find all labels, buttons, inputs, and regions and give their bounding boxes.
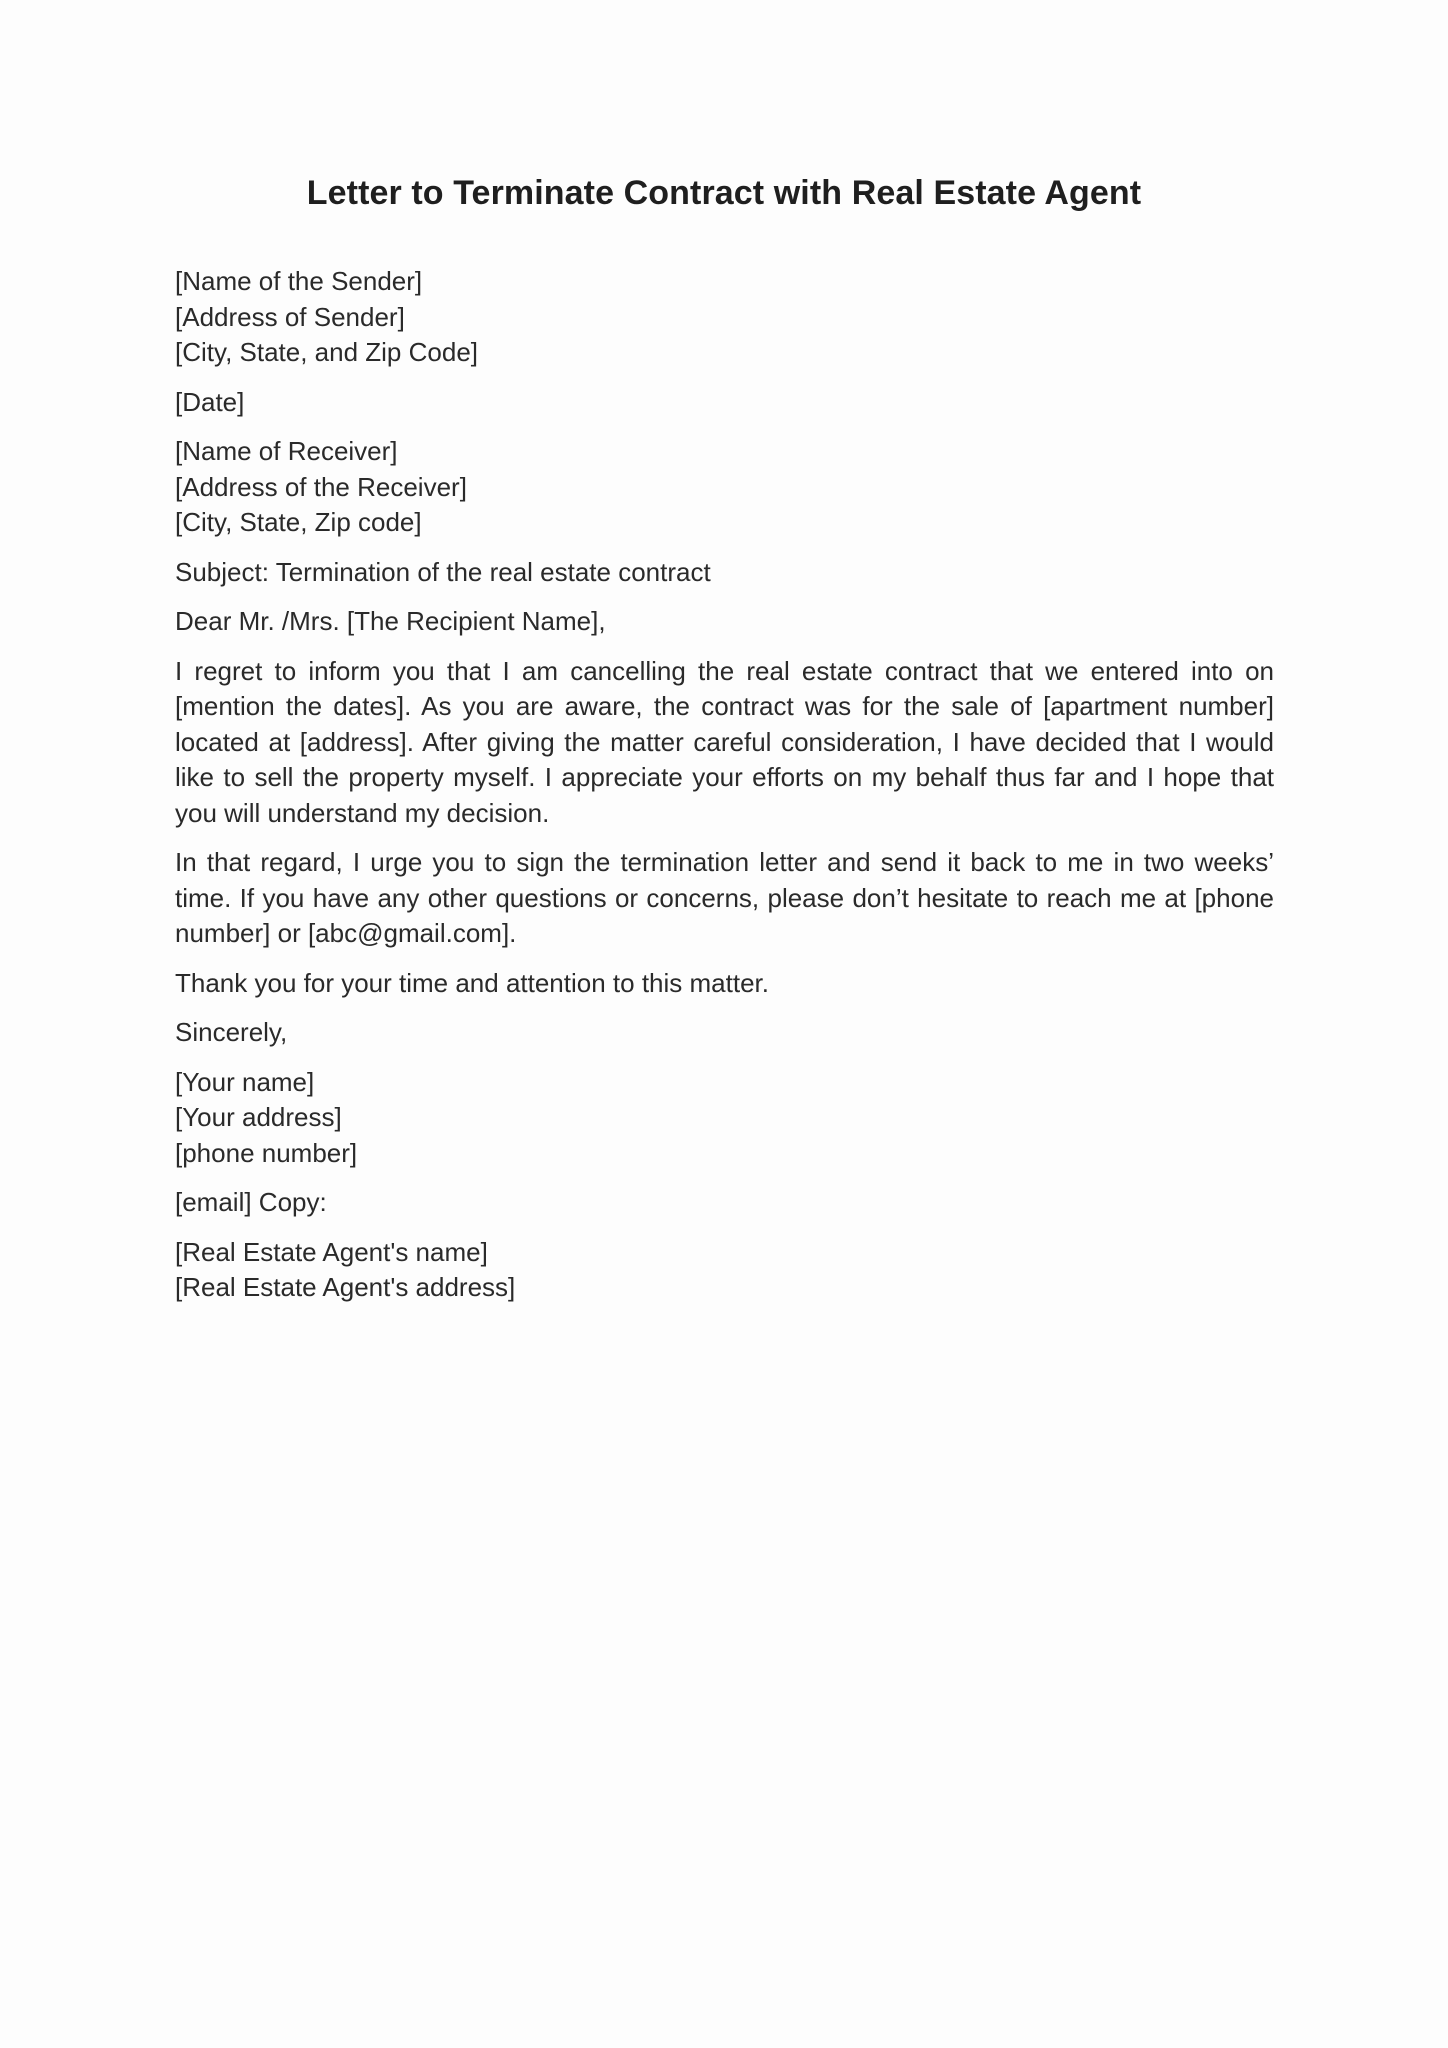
subject-block [175,555,1274,591]
body-paragraph: Thank you for your time and attention to this matter. [175,967,769,998]
email-copy-line: [email] Copy: [175,1187,327,1217]
document-title: Letter to Terminate Contract with Real Estate Agent [306,174,1142,212]
subject-line: Subject: Termination of the real estate contract [175,556,711,587]
closing-block [175,1015,1274,1051]
copy-to-block [175,1235,1274,1306]
email-copy-block [175,1185,1274,1221]
letter-date: [Date] [175,386,245,417]
receiver-block [175,434,1274,541]
receiver-address: [Address of the Receiver] [175,471,467,502]
salutation: Dear Mr. /Mrs. [The Recipient Name], [175,606,606,636]
body-paragraph: In that regard, I urge you to sign the termination letter and send it back to me in two weeks’ time. If you have any other questions or concerns, please don’t hesitate to reach me at [phone number] or [abc@gmail.com]. [175,847,1274,948]
sender-city: [City, State, and Zip Code] [175,337,478,367]
signature-address: [Your address] [175,1102,342,1132]
signature-block [175,1065,1274,1172]
body-paragraph: I regret to inform you that I am cancelling the real estate contract that we entered into on [mention the dates]. As you are aware, the contract was for the sale of [apartment number] located at [address]. After giving the matter careful consideration, I have decided that I would like to sell the property myself. I appreciate your efforts on my behalf thus far and I hope that you will understand my decision. [175,655,1274,828]
signature-phone: [phone number] [175,1137,358,1168]
signature-name: [Your name] [175,1066,315,1097]
copy-agent-name: [Real Estate Agent's name] [175,1236,488,1267]
closing: Sincerely, [175,1017,288,1047]
sender-name: [Name of the Sender] [175,266,423,296]
date-block [175,385,1274,421]
letter-body [175,264,1274,1320]
sender-address: [Address of Sender] [175,301,405,332]
copy-agent-address: [Real Estate Agent's address] [175,1272,516,1302]
receiver-name: [Name of Receiver] [175,436,398,466]
sender-block [175,264,1274,371]
salutation-block [175,604,1274,640]
receiver-city: [City, State, Zip code] [175,507,422,537]
